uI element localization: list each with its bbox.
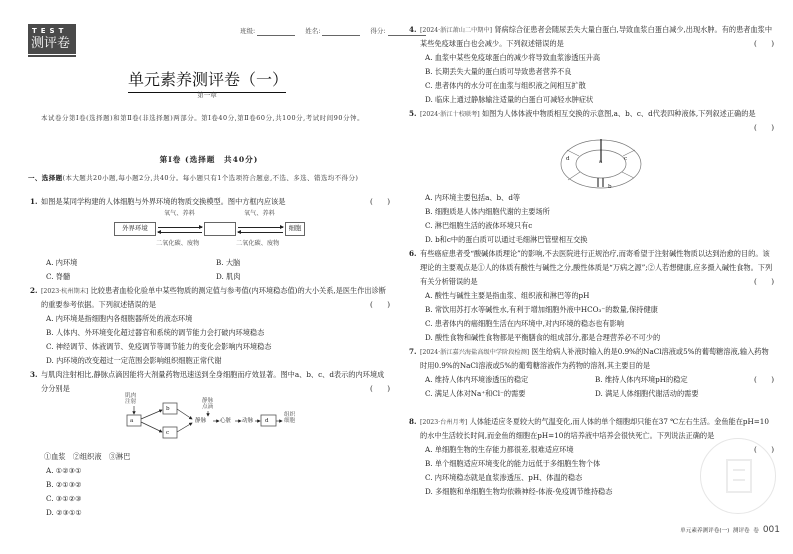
logo-underline <box>28 55 76 57</box>
header-fields <box>240 27 426 36</box>
question-3 <box>30 368 390 396</box>
answer-paren[interactable]: ( ) <box>754 375 774 384</box>
question-number: 5. <box>409 109 417 118</box>
question-number: 7. <box>409 347 417 356</box>
option-d[interactable]: D. ②③①① <box>46 508 82 518</box>
watermark-logo-icon <box>726 459 752 493</box>
question-5 <box>409 107 774 132</box>
logo-test-text: TEST <box>32 27 68 35</box>
cell-box: 细胞 <box>285 222 305 236</box>
q1-options-row2 <box>30 270 390 284</box>
option-a[interactable]: A. 单细胞生物的生存能力都很差,很难适应环境 <box>425 445 574 455</box>
option-a[interactable]: A. 内环境是指细胞内各细胞器所处的液态环境 <box>46 314 193 324</box>
option-c[interactable]: C. 淋巴细胞生活的液体环境只有c <box>425 221 533 231</box>
name-blank[interactable] <box>322 28 360 36</box>
tissue-cell-label: 组织细胞 <box>284 412 296 425</box>
option-b[interactable]: B. 人体内、外环境变化超过器官和系统的调节能力会打破内环境稳态 <box>46 328 265 338</box>
question-source: [2024·浙江嘉兴海盐高级中学阶段检测] <box>420 349 530 356</box>
question-stem: 如图为人体体液中物质相互交换的示意图,a、b、c、d代表四种液体,下列叙述正确的是 <box>481 109 756 118</box>
question-stem: 有些癌症患者受“酸碱体质理论”的影响,不去医院进行正规治疗,而寄希望于注射碱性物质以达到治愈的目的。该理论的主要观点是①人的体质有酸性与碱性之分,酸性体质是“万病之源”;②人若想健康,应多摄入碱性食物。下列有关分析错误的是 <box>420 249 773 287</box>
q1-options <box>30 256 390 270</box>
node-a: a <box>130 418 134 424</box>
question-stem: 比较患者血检化验单中某些物质的测定值与参考值(内环境稳态值)的大小关系,是医生作出诊断的重要参考依据。下列叙述错误的是 <box>41 286 386 310</box>
page-number: 001 <box>762 525 780 535</box>
instructions-text: (本大题共20小题,每小题2分,共40分。每小题只有1个选项符合题意,不选、多选、错选均不得分) <box>62 174 359 182</box>
option-b[interactable]: B. ②①③② <box>46 480 82 490</box>
q1-diagram <box>110 210 310 256</box>
option-a[interactable]: A. 酸性与碱性主要是指血浆、组织液和淋巴等的pH <box>425 291 590 301</box>
node-c: c <box>166 430 170 436</box>
question-source: [2023·台州月考] <box>420 419 468 426</box>
option-b[interactable]: B. 维持人体内环境pH的稳定 <box>595 375 688 385</box>
class-field[interactable] <box>240 27 295 36</box>
arrow-right-icon <box>238 227 283 228</box>
option-b[interactable]: B. 单个细胞适应环境变化的能力远低于多细胞生物个体 <box>425 459 601 469</box>
bottom-label-1: 二氧化碳、废物 <box>156 240 200 247</box>
question-stem: 如图是某同学构建的人体细胞与外界环境的物质交换模型。图中方框内应该是 <box>41 197 286 206</box>
vein-label: 静脉 <box>195 418 207 424</box>
question-source: [2024·浙江十校联考] <box>420 111 480 118</box>
question-6 <box>409 247 774 345</box>
option-c[interactable]: C. ③①②③ <box>46 494 82 504</box>
instructions-heading: 一、选择题 <box>28 174 63 182</box>
question-source: [2023·杭州期末] <box>41 288 89 295</box>
question-number: 1. <box>30 197 38 206</box>
exam-intro: 本试卷分第Ⅰ卷(选择题)和第Ⅱ卷(非选择题)两部分。第Ⅰ卷40分,第Ⅱ卷60分,共100分,考试时间90分钟。 <box>41 114 365 122</box>
footer-title: 单元素养测评卷(一) <box>680 528 730 534</box>
footer-prefix: 卷 <box>753 528 759 534</box>
option-d[interactable]: D. 内环境的改变超过一定范围会影响组织细胞正常代谢 <box>46 356 222 366</box>
option-d[interactable]: D. 满足人体细胞代谢活动的需要 <box>595 389 699 399</box>
option-d[interactable]: D. 多细胞和单细胞生物均依赖神经-体液-免疫调节维持稳态 <box>425 487 613 497</box>
answer-paren[interactable]: ( ) <box>754 277 774 286</box>
answer-paren[interactable]: ( ) <box>370 384 390 393</box>
name-field[interactable] <box>305 27 360 36</box>
option-d[interactable]: D. 临床上通过静脉输注适量的白蛋白可减轻水肿症状 <box>425 95 594 105</box>
answer-paren[interactable]: ( ) <box>370 300 390 309</box>
node-b: b <box>166 406 170 412</box>
label-b: b <box>608 184 612 190</box>
top-label-2: 氧气、养料 <box>244 210 275 217</box>
publisher-watermark-stamp <box>700 438 776 514</box>
answer-paren[interactable]: ( ) <box>754 123 774 132</box>
option-c[interactable]: C. 患者体内的水分可在血浆与组织液之间相互扩散 <box>425 81 586 91</box>
option-b[interactable]: B. 大脑 <box>216 258 241 267</box>
option-b[interactable]: B. 常饮用苏打水等碱性水,有利于增加细胞外液中HCO₃⁻的数量,保持健康 <box>425 305 658 315</box>
option-d[interactable]: D. 酸性食物和碱性食物都是平衡膳食的组成部分,都是合理营养必不可少的 <box>425 333 661 343</box>
class-blank[interactable] <box>257 28 295 36</box>
question-number: 3. <box>30 370 38 379</box>
option-a[interactable]: A. 血浆中某些免疫球蛋白的减少将导致血浆渗透压升高 <box>425 53 601 63</box>
option-c[interactable]: C. 神经调节、体液调节、免疫调节等调节能力的变化会影响内环境稳态 <box>46 342 272 352</box>
option-b[interactable]: B. 长期丢失大量的蛋白质可导致患者营养不良 <box>425 67 572 77</box>
inject-label: 肌肉注射 <box>125 393 137 406</box>
label-d: d <box>566 156 570 162</box>
section-instructions <box>28 172 390 185</box>
artery-label: 动脉 <box>242 418 254 424</box>
arrow-left-icon <box>238 232 283 233</box>
question-2 <box>30 284 390 368</box>
question-source: [2024·浙江萧山二中期中] <box>420 27 493 34</box>
node-d: d <box>265 418 269 424</box>
question-number: 4. <box>409 25 417 34</box>
question-number: 2. <box>30 286 38 295</box>
page-footer <box>620 524 780 537</box>
option-c[interactable]: C. 内环境稳态就是血浆渗透压、pH、体温的稳态 <box>425 473 583 483</box>
answer-paren[interactable]: ( ) <box>754 39 774 48</box>
top-label-1: 氧气、养料 <box>164 210 195 217</box>
option-a[interactable]: A. ①②③① <box>46 466 82 475</box>
option-a[interactable]: A. 维持人体内环境渗透压的稳定 <box>425 375 529 385</box>
q3-legend: ①血浆 ②组织液 ③淋巴 <box>44 452 131 461</box>
q3-options <box>30 464 230 520</box>
footer-label: 测评卷 <box>732 528 750 534</box>
blank-box <box>204 222 236 236</box>
heart-label: 心脏 <box>220 418 232 424</box>
label-c: c <box>624 156 628 162</box>
option-c[interactable]: C. 患者体内的癌细胞生活在内环境中,对内环境的稳态也有影响 <box>425 319 624 329</box>
option-b[interactable]: B. 细胞质是人体内细胞代谢的主要场所 <box>425 207 550 217</box>
answer-paren[interactable]: ( ) <box>370 197 390 206</box>
option-d[interactable]: D. 肌肉 <box>216 272 241 281</box>
question-number: 6. <box>409 249 417 258</box>
question-number: 8. <box>409 417 417 426</box>
label-a: a <box>599 159 603 165</box>
answer-paren[interactable]: ( ) <box>754 445 774 454</box>
option-c[interactable]: C. 满足人体对Na⁺和Cl⁻的需要 <box>425 389 526 399</box>
q5-options <box>409 191 774 247</box>
option-a[interactable]: A. 内环境主要包括a、b、d等 <box>425 193 521 202</box>
page-subtitle: 第一章 <box>197 91 217 99</box>
outer-env-box: 外界环境 <box>114 222 156 236</box>
question-stem: 肾病综合征患者会随尿丢失大量白蛋白,导致血浆白蛋白减少,出现水肿。有的患者血浆中某些免疫球蛋白也会减少。下列叙述错误的是 <box>420 25 773 49</box>
bottom-label-2: 二氧化碳、废物 <box>236 240 280 247</box>
question-stem: 与肌肉注射相比,静脉点滴因能将大剂量药物迅速送到全身细胞而疗效显著。图中a、b、c、d表示的内环境成分分别是 <box>41 370 385 394</box>
section-title: 第Ⅰ卷 (选择题 共40分) <box>159 155 259 164</box>
score-label: 得分: <box>370 27 386 35</box>
logo-cn-text: 测评卷 <box>31 36 71 51</box>
arrow-right-icon <box>158 227 202 228</box>
class-label: 班级: <box>240 27 256 35</box>
question-stem: 医生给病人补液时输入的是0.9%的NaCl溶液或5%的葡萄糖溶液,输入药物时用0.9%的NaCl溶液或5%的葡萄糖溶液作为药物的溶剂,其主要目的是 <box>420 347 769 371</box>
question-1 <box>30 197 390 207</box>
option-c[interactable]: C. 脊髓 <box>46 272 71 281</box>
name-label: 姓名: <box>305 27 321 35</box>
test-logo <box>28 24 76 54</box>
page-title: 单元素养测评卷（一） <box>128 68 286 93</box>
drip-label: 静脉点滴 <box>202 398 214 411</box>
option-d[interactable]: D. b和c中的蛋白质可以通过毛细淋巴管壁相互交换 <box>425 235 588 245</box>
question-7 <box>409 345 774 401</box>
question-stem: 人体能适应冬夏较大的气温变化,而人体的单个细胞却只能在37 ℃左右生活。金鱼能在pH=10的水中生活较长时间,而金鱼的细胞在pH=10的培养液中培养会很快死亡。下列说法正确的是 <box>420 417 769 441</box>
option-a[interactable]: A. 内环境 <box>46 258 78 267</box>
arrow-left-icon <box>158 232 202 233</box>
question-4 <box>409 23 774 107</box>
